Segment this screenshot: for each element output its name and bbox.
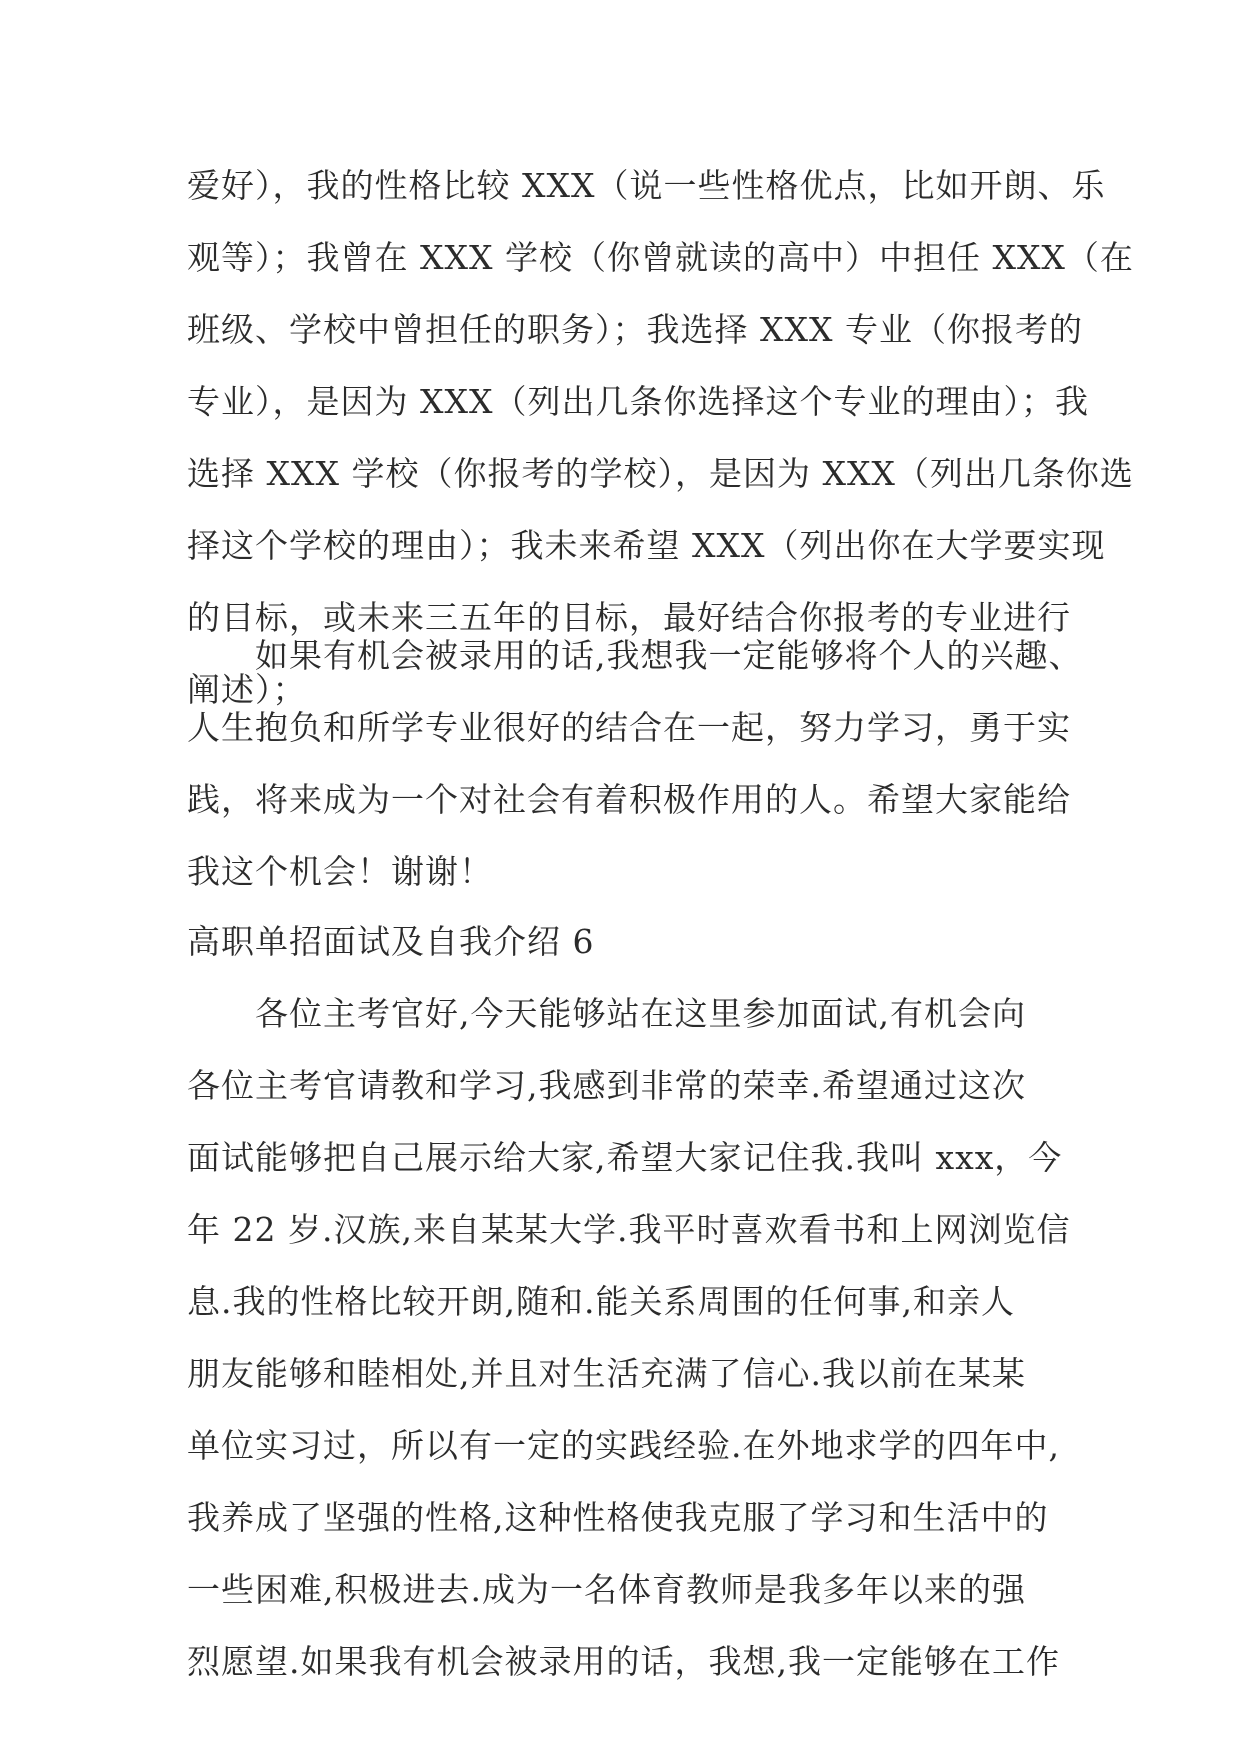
paragraph-line: 践，将来成为一个对社会有着积极作用的人。希望大家能给 [187, 780, 1071, 819]
paragraph-line: 我这个机会！谢谢！ [187, 852, 493, 891]
closing-paragraph [187, 620, 1083, 908]
section-heading-text: 高职单招面试及自我介绍 6 [187, 922, 595, 961]
paragraph-line: 爱好），我的性格比较 XXX（说一些性格优点，比如开朗、乐 [187, 166, 1106, 205]
paragraph-line: 选择 XXX 学校（你报考的学校），是因为 XXX（列出几条你选 [187, 454, 1134, 493]
paragraph-line: 各位主考官请教和学习,我感到非常的荣幸.希望通过这次 [187, 1066, 1026, 1105]
paragraph-line: 面试能够把自己展示给大家,希望大家记住我.我叫 xxx，今 [187, 1138, 1063, 1177]
section-heading [187, 906, 1067, 978]
self-introduction-paragraph [187, 978, 1071, 1698]
paragraph-line: 我养成了坚强的性格,这种性格使我克服了学习和生活中的 [187, 1498, 1049, 1537]
paragraph-line: 各位主考官好,今天能够站在这里参加面试,有机会向 [255, 994, 1026, 1033]
paragraph-line: 人生抱负和所学专业很好的结合在一起，努力学习，勇于实 [187, 708, 1071, 747]
paragraph-line: 择这个学校的理由）；我未来希望 XXX（列出你在大学要实现 [187, 526, 1106, 565]
paragraph-line: 烈愿望.如果我有机会被录用的话，我想,我一定能够在工作 [187, 1642, 1060, 1681]
paragraph-line: 息.我的性格比较开朗,随和.能关系周围的任何事,和亲人 [187, 1282, 1015, 1321]
paragraph-line: 一些困难,积极进去.成为一名体育教师是我多年以来的强 [187, 1570, 1026, 1609]
paragraph-line: 朋友能够和睦相处,并且对生活充满了信心.我以前在某某 [187, 1354, 1026, 1393]
paragraph-line: 阐述）； [187, 670, 307, 709]
paragraph-line: 年 22 岁.汉族,来自某某大学.我平时喜欢看书和上网浏览信 [187, 1210, 1071, 1249]
paragraph-line: 班级、学校中曾担任的职务）；我选择 XXX 专业（你报考的 [187, 310, 1083, 349]
paragraph-line: 如果有机会被录用的话,我想我一定能够将个人的兴趣、 [255, 636, 1083, 675]
paragraph-line: 的目标，或未来三五年的目标，最好结合你报考的专业进行 [187, 598, 1071, 637]
paragraph-line: 观等）；我曾在 XXX 学校（你曾就读的高中）中担任 XXX（在 [187, 238, 1134, 277]
paragraph-line: 专业），是因为 XXX（列出几条你选择这个专业的理由）；我 [187, 382, 1089, 421]
paragraph-line: 单位实习过，所以有一定的实践经验.在外地求学的四年中, [187, 1426, 1060, 1465]
